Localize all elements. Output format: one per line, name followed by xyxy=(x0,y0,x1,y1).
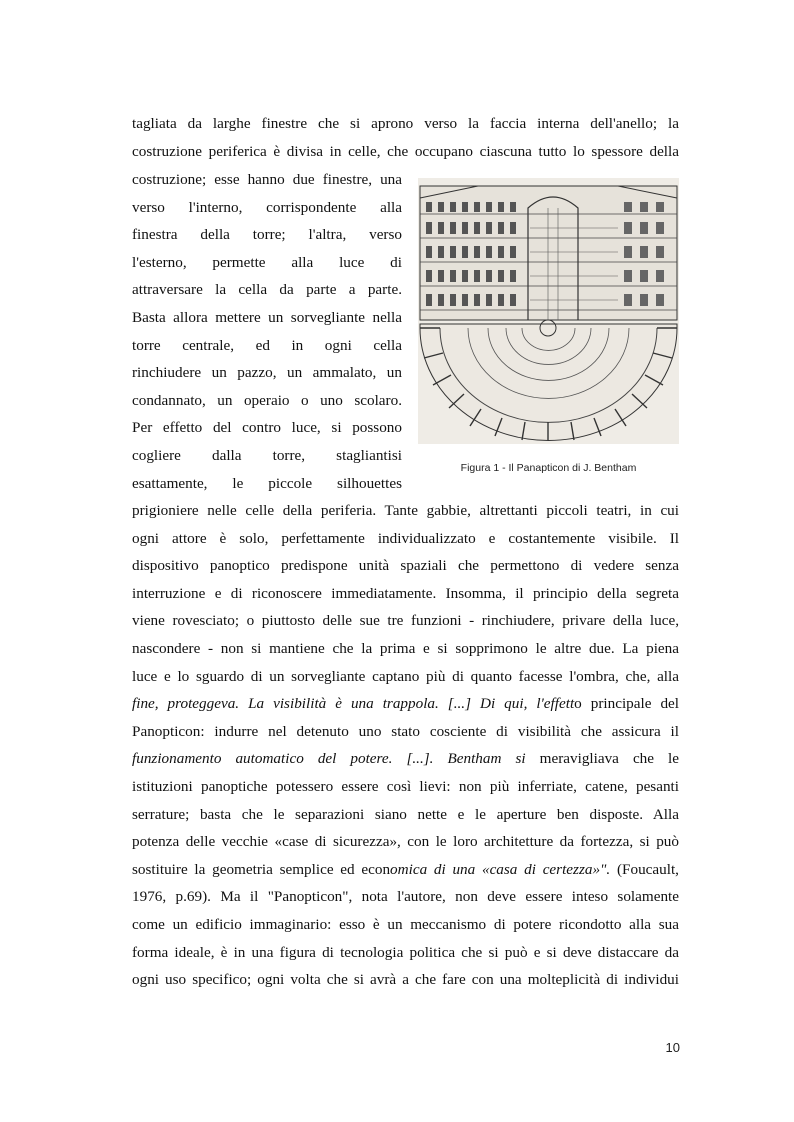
text-line xyxy=(132,773,679,801)
text-line xyxy=(132,690,679,718)
text-line xyxy=(132,939,679,967)
text-line xyxy=(132,745,679,773)
text-segment: sostituire la geometria semplice ed econ xyxy=(132,860,391,878)
text-line: esattamente, le piccole silhouettes xyxy=(132,474,402,492)
text-line: costruzione; esse hanno due finestre, una xyxy=(132,171,402,188)
text-segment: (Foucault, xyxy=(610,860,679,878)
text-line xyxy=(132,552,679,580)
text-line xyxy=(132,801,679,829)
text-line xyxy=(132,911,679,939)
text-segment: serrature; basta che le separazioni siano nette e le aperture ben disposte. Alla xyxy=(132,805,679,823)
text-line xyxy=(132,966,679,994)
text-line: rinchiudere un pazzo, un ammalato, un xyxy=(132,364,402,382)
italic-segment: fine, proteggeva. La visibilità è una trappola. [...] Di qui, l'effett xyxy=(132,695,575,713)
text-segment: 1976, p.69). Ma il "Panopticon", nota l'autore, non deve essere inteso solamente xyxy=(132,888,679,906)
text-line xyxy=(132,856,679,884)
text-segment: meravigliava che le xyxy=(525,750,679,768)
text-segment: come un edificio immaginario: esso è un meccanismo di potere ricondotto alla sua xyxy=(132,915,679,933)
figure-caption: Figura 1 - Il Panapticon di J. Bentham xyxy=(460,462,637,474)
text-line: condannato, un operaio o uno scolaro. xyxy=(132,391,402,409)
page-number: 10 xyxy=(665,1040,680,1055)
panopticon-figure xyxy=(418,178,679,444)
text-line xyxy=(132,718,679,746)
text-line: attraversare la cella da parte a parte. xyxy=(132,281,402,299)
text-line xyxy=(132,663,679,691)
text-line: finestra della torre; l'altra, verso xyxy=(132,226,402,244)
italic-segment: omica di una «casa di certezza»". xyxy=(390,860,611,878)
paragraph-top xyxy=(132,110,679,165)
text-segment: nascondere - non si mantiene che la prima e si sopprimono le altre due. La piena xyxy=(132,639,679,657)
text-line xyxy=(132,883,679,911)
text-line: Per effetto del contro luce, si possono xyxy=(132,419,402,437)
text-line xyxy=(132,607,679,635)
text-line xyxy=(132,635,679,663)
text-segment: ogni attore è solo, perfettamente individualizzato e costantemente visibile. Il xyxy=(132,529,679,547)
text-line: costruzione periferica è divisa in celle, che occupano ciascuna tutto lo spessore della xyxy=(132,142,679,160)
text-segment: interruzione e di riconoscere immediatamente. Insomma, il principio della segreta xyxy=(132,584,679,602)
text-line: tagliata da larghe finestre che si aprono verso la faccia interna dell'anello; la xyxy=(132,115,679,132)
text-line xyxy=(132,497,679,525)
paragraph-wrap xyxy=(132,166,402,497)
text-segment: viene rovesciato; o piuttosto delle sue tre funzioni - rinchiudere, privare della luce, xyxy=(132,612,679,630)
text-segment: forma ideale, è in una figura di tecnologia politica che si può e si deve distaccare da xyxy=(132,943,679,961)
text-segment: o principale del xyxy=(574,695,679,713)
paragraph-bottom xyxy=(132,497,679,994)
text-line: l'esterno, permette alla luce di xyxy=(132,253,402,271)
text-line: Basta allora mettere un sorvegliante nella xyxy=(132,308,402,326)
text-segment: dispositivo panoptico predispone unità spaziali che permettono di vedere senza xyxy=(132,557,679,575)
text-line: verso l'interno, corrispondente alla xyxy=(132,198,402,216)
text-line xyxy=(132,580,679,608)
text-line xyxy=(132,828,679,856)
italic-segment: funzionamento automatico del potere. [...]. Bentham si xyxy=(132,750,526,768)
text-segment: istituzioni panoptiche potessero essere così lievi: non più inferriate, catene, pesanti xyxy=(132,777,679,795)
text-segment: prigioniere nelle celle della periferia. Tante gabbie, altrettanti piccoli teatri, in cui xyxy=(132,502,679,519)
text-line xyxy=(132,525,679,553)
text-line: torre centrale, ed in ogni cella xyxy=(132,336,402,354)
text-segment: potenza delle vecchie «case di sicurezza», con le loro architetture da fortezza, si può xyxy=(132,833,679,851)
text-segment: ogni uso specifico; ogni volta che si avrà a che fare con una molteplicità di individui xyxy=(132,971,679,989)
text-line: cogliere dalla torre, stagliantisi xyxy=(132,446,402,464)
text-segment: Panopticon: indurre nel detenuto uno stato cosciente di visibilità che assicura il xyxy=(132,722,679,740)
text-segment: luce e lo sguardo di un sorvegliante captano più di quanto facesse l'ombra, che, alla xyxy=(132,667,679,685)
